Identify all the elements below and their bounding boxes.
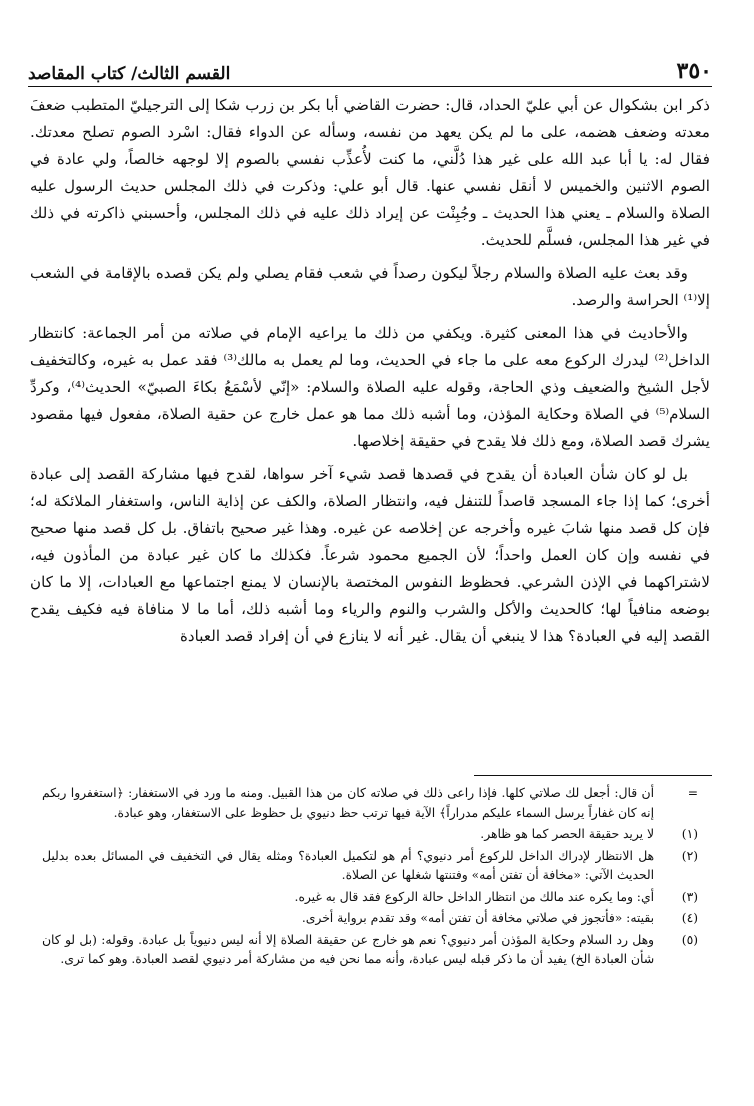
footnote-number: =	[687, 786, 698, 800]
footnote	[42, 784, 698, 823]
footnotes	[42, 784, 698, 972]
footnote	[42, 825, 698, 845]
footnote-number: (٤)	[681, 911, 698, 925]
footnote-text: أن قال: أجعل لك صلاتي كلها. فإذا راعى ذلك في صلاته كان من هذا القبيل. ومنه ما ورد في الاستغفار: ﴿استغفروا ربكم إنه كان غفاراً يرسل السماء عليكم مدراراً﴾ الآية فيها ترتب حظ دنيوي بل حظوظ على الاستغفار، وهو عبادة.	[42, 786, 654, 820]
page-header	[28, 58, 712, 84]
paragraph: والأحاديث في هذا المعنى كثيرة. ويكفي من ذلك ما يراعيه الإمام في صلاته من أمر الجماعة: كانتظار الداخل⁽²⁾ ليدرك الركوع معه على ما جاء في الحديث، وما لم يعمل به مالك⁽³⁾ فقد عمل به غيره، وكالتخفيف لأجل الشيخ والضعيف وذي الحاجة، وقوله عليه الصلاة والسلام: «إنّي لأسْمَعُ بكاءَ الصبيّ» الحديث⁽⁴⁾، وكردِّ السلام⁽⁵⁾ في الصلاة وحكاية المؤذن، وما أشبه ذلك مما هو عمل خارج عن حقية الصلاة، مفعول فيها مقصود يشرك قصد الصلاة، ومع ذلك فلا يقدح في حقيقة إخلاصها.	[30, 324, 710, 450]
paragraph: ذكر ابن بشكوال عن أبي عليّ الحداد، قال: حضرت القاضي أبا بكر بن زرب شكا إلى الترجيليّ المتطبب ضعفَ معدته وضعف هضمه، على ما لم يكن يعهد من نفسه، وسأله عن الدواء فقال: اسْرد الصوم تصلح معدتك. فقال له: يا أبا عبد الله على غير هذا دُلَّني، ما كنت لأُعذِّب نفسي بالصوم إلا لوجهه خالصاً، ولي عادة في الصوم الاثنين والخميس لا أنقل نفسي عنها. قال أبو علي: وذكرت في ذلك المجلس حديث الرسول عليه الصلاة والسلام ـ يعني هذا الحديث ـ وجُبِنْت عن إيراد ذلك عليه في ذلك المجلس، وأحسبني ذاكرته في ذلك في غير هذا المجلس، فسلَّم للحديث.	[30, 96, 710, 249]
footnote-number: (١)	[681, 827, 698, 841]
footnote-number: (٥)	[681, 932, 698, 947]
footnote-number: (٢)	[681, 848, 698, 863]
header-rule	[28, 86, 712, 87]
page-number: ٣٥٠	[676, 58, 712, 84]
footnote-text: هل الانتظار لإدراك الداخل للركوع أمر دنيوي؟ أم هو لتكميل العبادة؟ ومثله يقال في التخفيف في المسائل بعده بدليل الحديث الآتي: «مخافة أن تفتن أمه» وفتنتها شغلها عن الصلاة.	[42, 848, 654, 882]
running-title: القسم الثالث/ كتاب المقاصد	[28, 64, 231, 84]
paragraph: بل لو كان شأن العبادة أن يقدح في قصدها قصد شيء آخر سواها، لقدح فيها مشاركة القصد إلى عبادة أخرى؛ كما إذا جاء المسجد قاصداً للتنفل فيه، وانتظار الصلاة، والكف عن إذاية الناس، واستغفار الملائكة له؛ فإن كل قصد منها شابَ غيره وأخرجه عن إخلاصه عن غيره. وهذا غير صحيح باتفاق. بل كل قصد منها صحيح في نفسه وإن كان العمل واحداً؛ لأن الجميع محمود شرعاً. فكذلك ما كان غير عبادة من المأذون فيه، لاشتراكهما في الإذن الشرعي. فحظوظ النفوس المختصة بالإنسان لا يمنع اجتماعها مع العبادات، إلا ما كان بوضعه منافياً لها؛ كالحديث والأكل والشرب والنوم والرياء وما أشبه ذلك، أما ما لا منافاة فيه فكيف يقدح القصد إليه في العبادة؟ هذا لا ينبغي أن يقال. غير أنه لا ينازع في أن إفراد قصد العبادة	[30, 465, 710, 645]
footnote	[42, 847, 698, 886]
footnote	[42, 931, 698, 970]
footnote-separator	[474, 775, 712, 776]
paragraph: وقد بعث عليه الصلاة والسلام رجلاً ليكون رصداً في شعب فقام يصلي ولم يكن قصده بالإقامة في الشعب إلا⁽¹⁾ الحراسة والرصد.	[30, 264, 710, 309]
footnote-text: أي: وما يكره عند مالك من انتظار الداخل حالة الركوع فقد قال به غيره.	[294, 889, 654, 904]
footnote-text: وهل رد السلام وحكاية المؤذن أمر دنيوي؟ نعم هو خارج عن حقيقة الصلاة إلا أنه ليس دنيوياً بل عبادة. وقوله: (بل لو كان شأن العبادة الخ) يفيد أن ما ذكر قبله ليس عبادة، وأنه مما نحن فيه من مشاركة أمر دنيوي لقصد العبادة. وهو كما ترى.	[42, 932, 654, 966]
footnote	[42, 888, 698, 908]
footnote-text: لا يريد حقيقة الحصر كما هو ظاهر.	[480, 827, 654, 841]
footnote-number: (٣)	[681, 889, 698, 904]
footnote	[42, 909, 698, 929]
footnote-text: بقيته: «فأتجوز في صلاتي مخافة أن تفتن أمه» وقد تقدم برواية أخرى.	[301, 911, 654, 925]
main-text	[30, 92, 710, 656]
